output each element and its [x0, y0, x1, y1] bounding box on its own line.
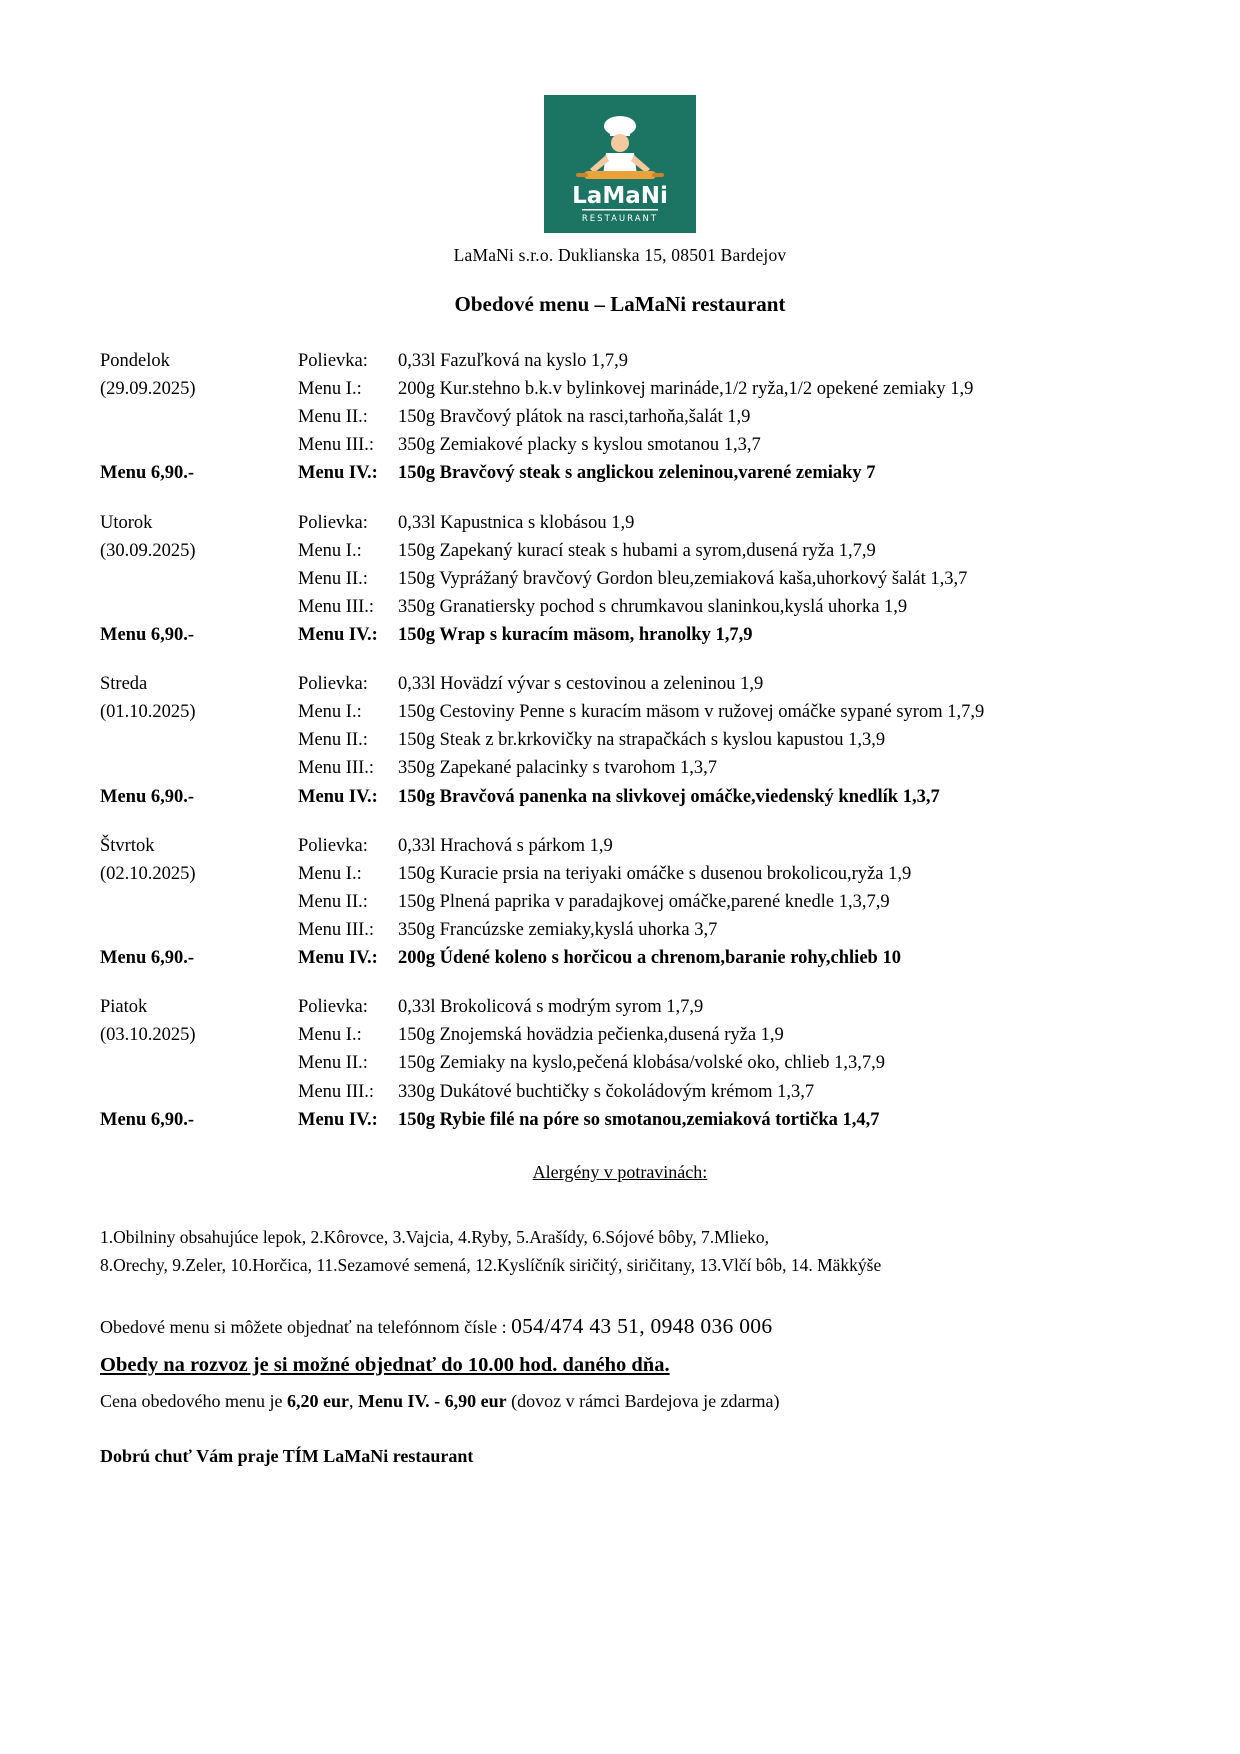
- course-label: Polievka:: [298, 674, 368, 695]
- course-text: 150g Znojemská hovädzia pečienka,dusená ryža 1,9: [398, 1025, 784, 1046]
- price-prefix: Cena obedového menu je: [100, 1390, 287, 1411]
- course-label: Menu III.:: [298, 919, 375, 940]
- course-label: Menu III.:: [298, 435, 375, 456]
- day-date: (30.09.2025): [100, 540, 196, 561]
- price-line: [100, 1387, 1140, 1416]
- course-text: 0,33l Hovädzí vývar s cestovinou a zeleninou 1,9: [398, 674, 764, 695]
- course-label: Menu II.:: [298, 407, 368, 428]
- allergens-line-2: 8.Orechy, 9.Zeler, 10.Horčica, 11.Sezamové semená, 12.Kyslíčník siričitý, siričitany, 13.Vlčí bôb, 14. Mäkkýše: [100, 1254, 882, 1275]
- closing-line: Dobrú chuť Vám praje TÍM LaMaNi restaurant: [100, 1445, 474, 1466]
- course-label: Polievka:: [298, 997, 368, 1018]
- allergens-heading: [100, 1162, 1140, 1183]
- day-date: (01.10.2025): [100, 702, 196, 723]
- day-date: (02.10.2025): [100, 863, 196, 884]
- svg-text:RESTAURANT: RESTAURANT: [581, 214, 659, 224]
- course-label: Menu II.:: [298, 568, 368, 589]
- menu-row: [100, 726, 1140, 754]
- logo-graphic: [544, 95, 696, 233]
- menu-row: [100, 1049, 1140, 1077]
- day-name: Štvrtok: [100, 835, 155, 856]
- menu-row: [100, 670, 1140, 698]
- course-text: 0,33l Kapustnica s klobásou 1,9: [398, 512, 635, 533]
- course-text: 150g Steak z br.krkovičky na strapačkách s kyslou kapustou 1,3,9: [398, 730, 886, 751]
- footer: [100, 1309, 1140, 1471]
- course-label: Menu III.:: [298, 758, 375, 779]
- course-text: 350g Granatiersky pochod s chrumkavou slaninkou,kyslá uhorka 1,9: [398, 596, 908, 617]
- page-title: Obedové menu – LaMaNi restaurant: [454, 292, 786, 316]
- order-text: Obedové menu si môžete objednať na telefónnom čísle :: [100, 1316, 512, 1337]
- course-label: Menu I.:: [298, 540, 362, 561]
- menu-row: [100, 621, 1140, 649]
- allergens-heading-text: Alergény v potravinách: [532, 1161, 703, 1182]
- menu-row: [100, 754, 1140, 782]
- course-text: 350g Zapekané palacinky s tvarohom 1,3,7: [398, 758, 718, 779]
- price-menu4-value: 6,90 eur: [444, 1390, 507, 1411]
- day-date: (29.09.2025): [100, 379, 196, 400]
- course-text: 200g Kur.stehno b.k.v bylinkovej marináde,1/2 ryža,1/2 opekené zemiaky 1,9: [398, 379, 974, 400]
- course-text: 330g Dukátové buchtičky s čokoládovým krémom 1,3,7: [398, 1081, 815, 1102]
- svg-text:LaMaNi: LaMaNi: [572, 183, 668, 209]
- day-price: Menu 6,90.-: [100, 1109, 195, 1130]
- price-suffix: (dovoz v rámci Bardejova je zdarma): [506, 1390, 780, 1411]
- day-name: Pondelok: [100, 351, 170, 371]
- menu-row: [100, 916, 1140, 944]
- day-price: Menu 6,90.-: [100, 786, 195, 807]
- day-price: Menu 6,90.-: [100, 463, 195, 484]
- course-text: 150g Zemiaky na kyslo,pečená klobása/volské oko, chlieb 1,3,7,9: [398, 1053, 886, 1074]
- day-price: Menu 6,90.-: [100, 624, 195, 645]
- menu-row: [100, 944, 1140, 972]
- allergens-heading-colon: :: [702, 1161, 708, 1182]
- day-date: (03.10.2025): [100, 1025, 196, 1046]
- course-label: Polievka:: [298, 835, 368, 856]
- menu-row: [100, 403, 1140, 431]
- course-text: 0,33l Brokolicová s modrým syrom 1,7,9: [398, 997, 704, 1018]
- course-label: Polievka:: [298, 351, 368, 371]
- course-text: 350g Francúzske zemiaky,kyslá uhorka 3,7: [398, 919, 718, 940]
- menu-row: [100, 993, 1140, 1021]
- course-label: Menu II.:: [298, 891, 368, 912]
- menu-row: [100, 860, 1140, 888]
- course-label: Menu I.:: [298, 702, 362, 723]
- course-text: 150g Bravčový steak s anglickou zeleninou,varené zemiaky 7: [398, 463, 876, 484]
- course-label: Menu II.:: [298, 730, 368, 751]
- menu-row: [100, 537, 1140, 565]
- day-block: [100, 347, 1140, 488]
- course-label: Menu IV.:: [298, 463, 378, 484]
- lamani-logo: [544, 95, 696, 233]
- menu-row: [100, 783, 1140, 811]
- menu-row: [100, 509, 1140, 537]
- menu-row: [100, 431, 1140, 459]
- course-label: Menu IV.:: [298, 624, 378, 645]
- company-line: LaMaNi s.r.o. Duklianska 15, 08501 Bardejov: [453, 245, 787, 265]
- day-block: [100, 993, 1140, 1134]
- menu-row: [100, 1021, 1140, 1049]
- logo-container: [100, 95, 1140, 233]
- day-name: Streda: [100, 674, 148, 695]
- course-text: 150g Cestoviny Penne s kuracím mäsom v ružovej omáčke sypané syrom 1,7,9: [398, 702, 985, 723]
- day-name: Piatok: [100, 997, 148, 1018]
- course-text: 150g Zapekaný kurací steak s hubami a syrom,dusená ryža 1,7,9: [398, 540, 876, 561]
- menu-row: [100, 459, 1140, 487]
- day-price: Menu 6,90.-: [100, 948, 195, 969]
- delivery-notice: Obedy na rozvoz je si možné objednať do 10.00 hod. daného dňa.: [100, 1353, 670, 1376]
- menu-row: [100, 1078, 1140, 1106]
- menu-row: [100, 1106, 1140, 1134]
- course-label: Menu I.:: [298, 1025, 362, 1046]
- course-text: 350g Zemiakové placky s kyslou smotanou 1,3,7: [398, 435, 761, 456]
- day-block: [100, 670, 1140, 811]
- order-phone-line: [100, 1309, 1140, 1344]
- phone-number[interactable]: 054/474 43 51, 0948 036 006: [511, 1313, 773, 1338]
- course-label: Menu IV.:: [298, 786, 378, 807]
- allergens-line-1: 1.Obilniny obsahujúce lepok, 2.Kôrovce, 3.Vajcia, 4.Ryby, 5.Arašídy, 6.Sójové bôby, 7.Mlieko,: [100, 1226, 770, 1247]
- price-mid: ,: [348, 1390, 358, 1411]
- course-text: 150g Vyprážaný bravčový Gordon bleu,zemiaková kaša,uhorkový šalát 1,3,7: [398, 568, 968, 589]
- allergens-list: [100, 1223, 1140, 1279]
- price-main: 6,20 eur: [286, 1390, 349, 1411]
- menu-row: [100, 593, 1140, 621]
- course-text: 0,33l Hrachová s párkom 1,9: [398, 835, 613, 856]
- course-label: Menu IV.:: [298, 1109, 378, 1130]
- course-text: 0,33l Fazuľková na kyslo 1,7,9: [398, 351, 629, 371]
- course-text: 150g Bravčový plátok na rasci,tarhoňa,šalát 1,9: [398, 407, 751, 428]
- course-label: Menu II.:: [298, 1053, 368, 1074]
- course-label: Polievka:: [298, 512, 368, 533]
- course-label: Menu I.:: [298, 379, 362, 400]
- course-label: Menu I.:: [298, 863, 362, 884]
- course-label: Menu III.:: [298, 1081, 375, 1102]
- course-text: 150g Wrap s kuracím mäsom, hranolky 1,7,9: [398, 624, 753, 645]
- menu-row: [100, 347, 1140, 375]
- course-label: Menu IV.:: [298, 948, 378, 969]
- day-block: [100, 509, 1140, 650]
- menu-row: [100, 565, 1140, 593]
- price-menu4-dash: -: [429, 1390, 445, 1411]
- course-text: 150g Plnená paprika v paradajkovej omáčke,parené knedle 1,3,7,9: [398, 891, 890, 912]
- menu-row: [100, 698, 1140, 726]
- course-text: 150g Bravčová panenka na slivkovej omáčke,viedenský knedlík 1,3,7: [398, 786, 940, 807]
- menu-row: [100, 375, 1140, 403]
- price-menu4-label: Menu IV.: [357, 1390, 430, 1411]
- course-text: 200g Údené koleno s horčicou a chrenom,baranie rohy,chlieb 10: [398, 948, 901, 969]
- menu-row: [100, 888, 1140, 916]
- course-text: 150g Rybie filé na póre so smotanou,zemiaková tortička 1,4,7: [398, 1109, 880, 1130]
- course-text: 150g Kuracie prsia na teriyaki omáčke s dusenou brokolicou,ryža 1,9: [398, 863, 912, 884]
- day-name: Utorok: [100, 512, 153, 533]
- menu-row: [100, 832, 1140, 860]
- course-label: Menu III.:: [298, 596, 375, 617]
- day-block: [100, 832, 1140, 973]
